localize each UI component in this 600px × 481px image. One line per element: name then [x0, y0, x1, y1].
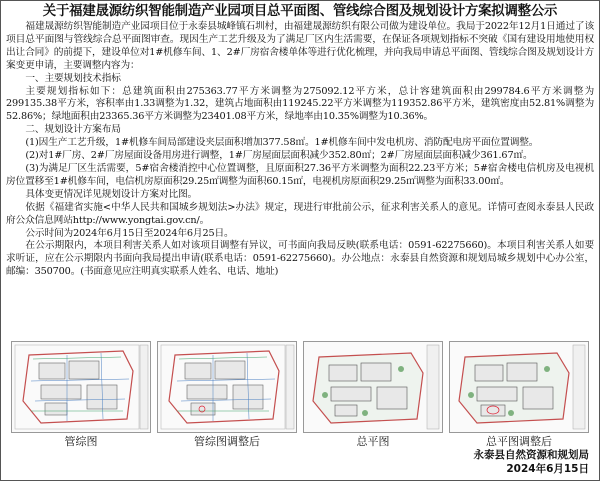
indicators-paragraph: 主要规划指标如下：总建筑面积由275363.77平方米调整为275092.12平方米，总计容建筑面积由299784.6平方米调整为299135.38平方米，容积率由1.33调整为1.32，建筑占地面积由119245.22平方米调整为119352.86平方米，建筑密度由52.81%调整为52.86%；绿地面积由23365.36平方米调整为23401.08平方米，绿地率由10.35%调整为10.36%。	[6, 85, 594, 123]
pipeline-plan-adjusted	[157, 341, 297, 449]
notice-title: 关于福建晟源纺织智能制造产业园项目总平面图、管线综合图及规划设计方案拟调整公示	[42, 4, 558, 19]
site-plan-original	[303, 341, 443, 449]
layout-item-2: (2)对1#厂房、2#厂房屋面设备用房进行调整，1#厂房屋面层面积减少352.80㎡；2#厂房屋面层面积减少361.67㎡。	[25, 150, 533, 162]
notice-body	[6, 21, 594, 279]
issue-date: 2024年6月15日	[506, 463, 589, 475]
site-plan-adjusted	[449, 341, 589, 449]
intro-paragraph: 福建晟源纺织智能制造产业园项目位于永泰县城峰镇石圳村，由福建晟源纺织有限公司做为建设单位。我局于2022年12月1日通过了该项目总平面图与管线综合总平面图审查。现因生产工艺升级及为了满足厂区内生活需要，在保证各项规划指标不突破《国有建设用地使用权出让合同》的前提下，建设单位对1#机修车间、1、2#厂房宿舍楼单体等进行优化梳理，并向我局申请总平面图、管线综合图及规划设计方案变更申请，主要调整内容为：	[6, 21, 594, 71]
issuer-signature	[474, 448, 590, 476]
layout-item-1: (1)因生产工艺升级，1#机修车间局部建设夹层面积增加377.58㎡。1#机修车间中发电机房、消防配电房平面位置调整。	[25, 137, 539, 149]
legal-basis-paragraph: 依据《福建省实施<中华人民共和国城乡规划法>办法》规定，现进行审批前公示，征求利害关系人的意见。详情可查阅永泰县人民政府公众信息网站http://www.yongtai.gov.cn/。	[6, 201, 594, 226]
caption-site-adjusted: 总平图调整后	[486, 435, 552, 448]
layout-item-3: (3)为满足厂区生活需要，5#宿舍楼消控中心位置调整，且原面积27.36平方米调整为面积22.23平方米；5#宿舍楼电信机房及电视机房位置移至1#机修车间，电信机房原面积29.25㎡调整为面积60.15㎡，电视机房原面积29.25㎡调整为面积33.00㎡。	[6, 162, 594, 187]
section-heading-indicators: 一、主要规划技术指标	[25, 72, 121, 84]
pipeline-plan-original	[11, 341, 151, 449]
site-plan-drawing	[303, 341, 443, 433]
pipeline-plan-adjusted-drawing	[157, 341, 297, 433]
details-paragraph: 具体变更情况详见规划设计方案对比图。	[25, 188, 198, 200]
objection-paragraph: 在公示期限内，本项目利害关系人如对该项目调整有异议，可书面向我局反映(联系电话：0591-62275660)。本项目利害关系人如要求听证，应在公示期限内书面向我局提出申请(联系电话：0591-62275660)。办公地点：永泰县自然资源和规划局城乡规划中心办公室，邮编：350700。(书面意见应注明真实联系人姓名、电话、地址)	[6, 240, 594, 278]
caption-pipeline-original: 管综图	[64, 435, 98, 448]
caption-pipeline-adjusted: 管综图调整后	[194, 435, 260, 448]
section-heading-layout: 二、规划设计方案布局	[25, 124, 121, 136]
caption-site-original: 总平图	[356, 435, 390, 448]
issuer-org: 永泰县自然资源和规划局	[473, 449, 589, 461]
pipeline-plan-drawing	[11, 341, 151, 433]
site-plan-adjusted-drawing	[449, 341, 589, 433]
publicity-period-paragraph: 公示时间为2024年6月15日至2024年6月25日。	[25, 227, 234, 239]
plan-drawings	[11, 341, 589, 449]
